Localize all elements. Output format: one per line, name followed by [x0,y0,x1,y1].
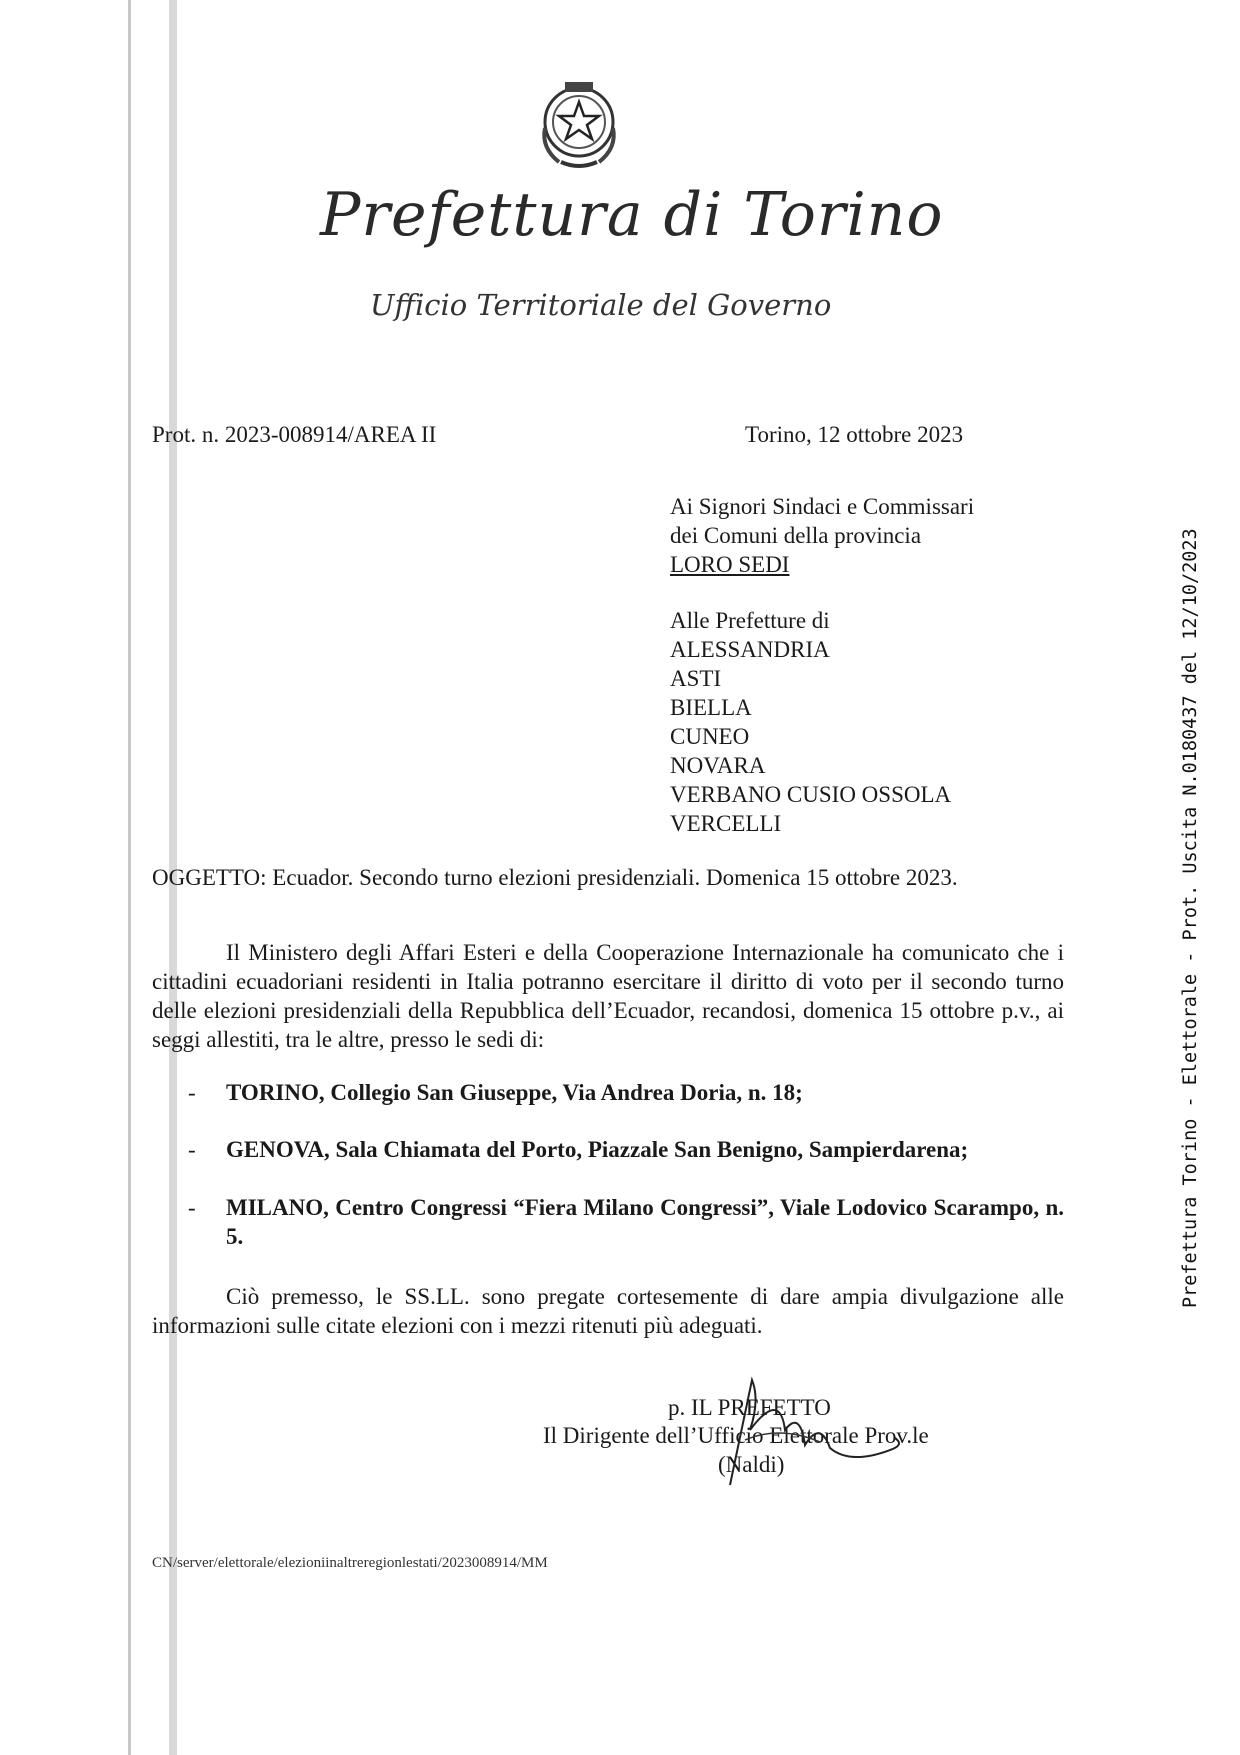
italian-republic-emblem-icon [535,78,623,170]
prefecture-item: CUNEO [670,724,750,749]
signature-line-2: Il Dirigente dell’Ufficio Elettorale Prov.le [543,1423,929,1448]
location-item [152,1135,1064,1164]
scan-edge-line [128,0,131,1755]
file-path: CN/server/elettorale/elezioniinaltreregionlestati/2023008914/MM [152,1555,548,1571]
handwritten-signature [690,1370,930,1490]
recipient-closing: LORO SEDI [670,552,790,577]
location-text: GENOVA, Sala Chiamata del Porto, Piazzale San Benigno, Sampierdarena; [226,1137,969,1162]
recipient-line: Ai Signori Sindaci e Commissari [670,494,975,519]
place-date: Torino, 12 ottobre 2023 [745,422,964,447]
protocol-stamp: Prefettura Torino - Elettorale - Prot. Uscita N.0180437 del 12/10/2023 [1180,528,1201,1308]
bullet-marker: - [188,1080,196,1105]
location-item [152,1193,1064,1251]
body-intro: Il Ministero degli Affari Esteri e della Cooperazione Internazionale ha comunicato che i cittadini ecuadoriani residenti in Italia potranno esercitare il diritto di voto per il secondo turno delle elezioni presidenziali della Repubblica dell’Ecuador, recandosi, domenica 15 ottobre p.v., ai seggi allestiti, tra le altre, presso le sedi di: [152,940,1064,1052]
bullet-marker: - [188,1195,196,1220]
prefecture-item: VERBANO CUSIO OSSOLA [670,782,952,807]
signature-line-3: (Naldi) [718,1452,785,1477]
recipient-line: dei Comuni della provincia [670,523,922,548]
office-subtitle: Ufficio Territoriale del Governo [370,288,832,322]
body-closing: Ciò premesso, le SS.LL. sono pregate cortesemente di dare ampia divulgazione alle informazioni sulle citate elezioni con i mezzi ritenuti più adeguati. [152,1284,1064,1338]
prefecture-item: NOVARA [670,753,766,778]
signature-line-1: p. IL PREFETTO [668,1395,831,1420]
office-title: Prefettura di Torino [320,180,944,250]
prefecture-item: VERCELLI [670,811,782,836]
location-text: MILANO, Centro Congressi “Fiera Milano Congressi”, Viale Lodovico Scarampo, n. 5. [226,1195,1064,1249]
location-text: TORINO, Collegio San Giuseppe, Via Andrea Doria, n. 18; [226,1080,803,1105]
prefecture-item: ASTI [670,666,722,691]
recipients-block [670,492,974,838]
protocol-number: Prot. n. 2023-008914/AREA II [152,422,437,447]
recipient-intro: Alle Prefetture di [670,608,830,633]
prefecture-item: BIELLA [670,695,752,720]
subject-line: OGGETTO: Ecuador. Secondo turno elezioni presidenziali. Domenica 15 ottobre 2023. [152,865,958,890]
bullet-marker: - [188,1137,196,1162]
location-item [152,1078,1064,1107]
prefecture-item: ALESSANDRIA [670,637,830,662]
